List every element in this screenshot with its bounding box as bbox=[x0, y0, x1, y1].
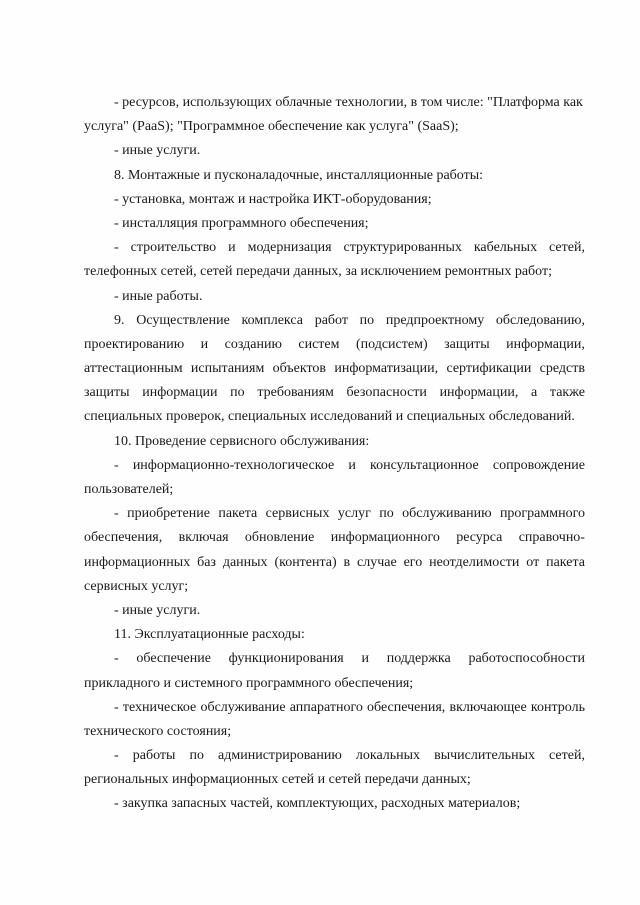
word: программного bbox=[499, 506, 585, 522]
word: услуг bbox=[337, 506, 371, 522]
list-item: - инсталляция программного обеспечения; bbox=[114, 215, 369, 231]
word: и bbox=[348, 457, 356, 473]
word: сервисных bbox=[265, 506, 330, 522]
word: ресурса bbox=[456, 530, 503, 546]
section-heading: 11. Эксплуатационные расходы: bbox=[114, 627, 305, 643]
word: сетей, bbox=[549, 240, 585, 256]
word: аттестационным bbox=[84, 361, 183, 377]
word: проектированию bbox=[84, 336, 185, 352]
word: по bbox=[230, 385, 245, 401]
word: защиты bbox=[84, 385, 130, 401]
word: обновление bbox=[244, 530, 315, 546]
word: - bbox=[114, 240, 119, 256]
word: работоспособности bbox=[468, 651, 585, 667]
word: по bbox=[379, 506, 394, 522]
text-line: телефонных сетей, сетей передачи данных, за исключением ремонтных работ; bbox=[84, 264, 553, 280]
word: поддержка bbox=[386, 651, 451, 667]
word: объектов bbox=[272, 361, 327, 377]
word: функционирования bbox=[228, 651, 344, 667]
word: модернизация bbox=[247, 240, 332, 256]
word: информационного bbox=[330, 530, 440, 546]
word: - bbox=[114, 699, 119, 715]
word: администрированию bbox=[218, 748, 342, 764]
justified-line bbox=[84, 381, 585, 405]
word: в bbox=[343, 554, 351, 570]
word: безопасности bbox=[346, 385, 427, 401]
word: баз bbox=[197, 554, 216, 570]
justified-line bbox=[84, 526, 585, 550]
word: по bbox=[189, 748, 204, 764]
word: и bbox=[228, 240, 236, 256]
word: работы bbox=[132, 748, 176, 764]
word: приобретение bbox=[127, 506, 210, 522]
word: информации, bbox=[439, 385, 519, 401]
text-line: сервисных услуг; bbox=[84, 578, 189, 594]
word: вычислительных bbox=[434, 748, 535, 764]
word: - bbox=[114, 651, 119, 667]
text-line: пользователей; bbox=[84, 482, 174, 497]
word: данных bbox=[222, 554, 268, 570]
justified-line bbox=[84, 744, 585, 768]
justified-line bbox=[84, 236, 585, 260]
section-heading bbox=[84, 309, 585, 333]
section-heading: 8. Монтажные и пусконаладочные, инсталляционные работы: bbox=[114, 167, 484, 183]
word: созданию bbox=[224, 336, 282, 352]
word: информации, bbox=[506, 336, 585, 352]
word: контроль bbox=[530, 699, 585, 715]
word: обеспечение bbox=[136, 651, 211, 667]
word: (подсистем) bbox=[355, 336, 428, 352]
justified-line bbox=[84, 357, 585, 381]
word: (контента) bbox=[274, 554, 337, 570]
word: обслуживание bbox=[200, 699, 286, 715]
list-item: - закупка запасных частей, комплектующих, расходных материалов; bbox=[114, 796, 521, 812]
word: обслуживанию bbox=[402, 506, 492, 522]
text-line: региональных информационных сетей и сетей передачи данных; bbox=[84, 772, 471, 788]
word: также bbox=[549, 385, 585, 401]
word: - bbox=[114, 748, 119, 764]
word: справочно- bbox=[518, 530, 585, 546]
word: локальных bbox=[355, 748, 421, 764]
word: - bbox=[114, 506, 119, 522]
word: сопровождение bbox=[492, 457, 585, 473]
word: структурированных bbox=[343, 240, 462, 256]
list-item: - иные услуги. bbox=[114, 143, 201, 159]
word: средств bbox=[539, 361, 585, 377]
word: обеспечения, bbox=[84, 530, 163, 546]
word: информатизации, bbox=[334, 361, 439, 377]
word: техническое bbox=[122, 699, 197, 715]
word: пакета bbox=[546, 554, 585, 570]
word: 9. bbox=[114, 312, 125, 328]
word: кабельных bbox=[473, 240, 538, 256]
word: - bbox=[114, 457, 119, 473]
justified-line bbox=[84, 502, 585, 526]
word: Осуществление bbox=[136, 312, 230, 328]
text-line: технического состояния; bbox=[84, 723, 232, 739]
word: информационно-технологическое bbox=[132, 457, 335, 473]
text-line: - ресурсов, использующих облачные технологии, в том числе: "Платформа как bbox=[114, 95, 583, 110]
word: пакета bbox=[218, 506, 258, 522]
word: сетей, bbox=[549, 748, 585, 764]
word: строительство bbox=[130, 240, 217, 256]
section-heading: 10. Проведение сервисного обслуживания: bbox=[114, 433, 370, 449]
word: защиты bbox=[444, 336, 490, 352]
word: включая bbox=[178, 530, 229, 546]
word: систем bbox=[298, 336, 340, 352]
word: комплекса bbox=[241, 312, 303, 328]
list-item: - установка, монтаж и настройка ИКТ-оборудования; bbox=[114, 191, 432, 207]
word: испытаниям bbox=[190, 361, 265, 377]
text-line: услуга" (PaaS); "Программное обеспечение как услуга" (SaaS); bbox=[84, 119, 459, 135]
document-body bbox=[84, 91, 585, 817]
word: аппаратного bbox=[289, 699, 363, 715]
word: включающее bbox=[449, 699, 527, 715]
list-item: - иные услуги. bbox=[114, 602, 201, 618]
text-line: прикладного и системного программного обеспечения; bbox=[84, 675, 414, 691]
word: обеспечения, bbox=[367, 699, 446, 715]
word: и bbox=[361, 651, 369, 667]
word: обследованию, bbox=[495, 312, 585, 328]
word: информации bbox=[142, 385, 218, 401]
justified-line bbox=[84, 551, 585, 575]
word: по bbox=[359, 312, 375, 328]
justified-line bbox=[84, 696, 585, 720]
word: требованиям bbox=[257, 385, 334, 401]
word: неотделимости bbox=[429, 554, 520, 570]
justified-line bbox=[84, 454, 585, 478]
word: а bbox=[531, 385, 538, 401]
list-item: - иные работы. bbox=[114, 288, 203, 304]
text-line: специальных проверок, специальных исследований и специальных обследований. bbox=[84, 409, 575, 425]
word: работ bbox=[314, 312, 348, 328]
word: сертификации bbox=[446, 361, 532, 377]
word: от bbox=[526, 554, 540, 570]
word: случае bbox=[357, 554, 397, 570]
word: и bbox=[200, 336, 209, 352]
word: консультационное bbox=[370, 457, 479, 473]
word: его bbox=[403, 554, 423, 570]
word: информационных bbox=[84, 554, 191, 570]
justified-line bbox=[84, 647, 585, 671]
word: предпроектному bbox=[385, 312, 485, 328]
justified-line bbox=[84, 333, 585, 357]
